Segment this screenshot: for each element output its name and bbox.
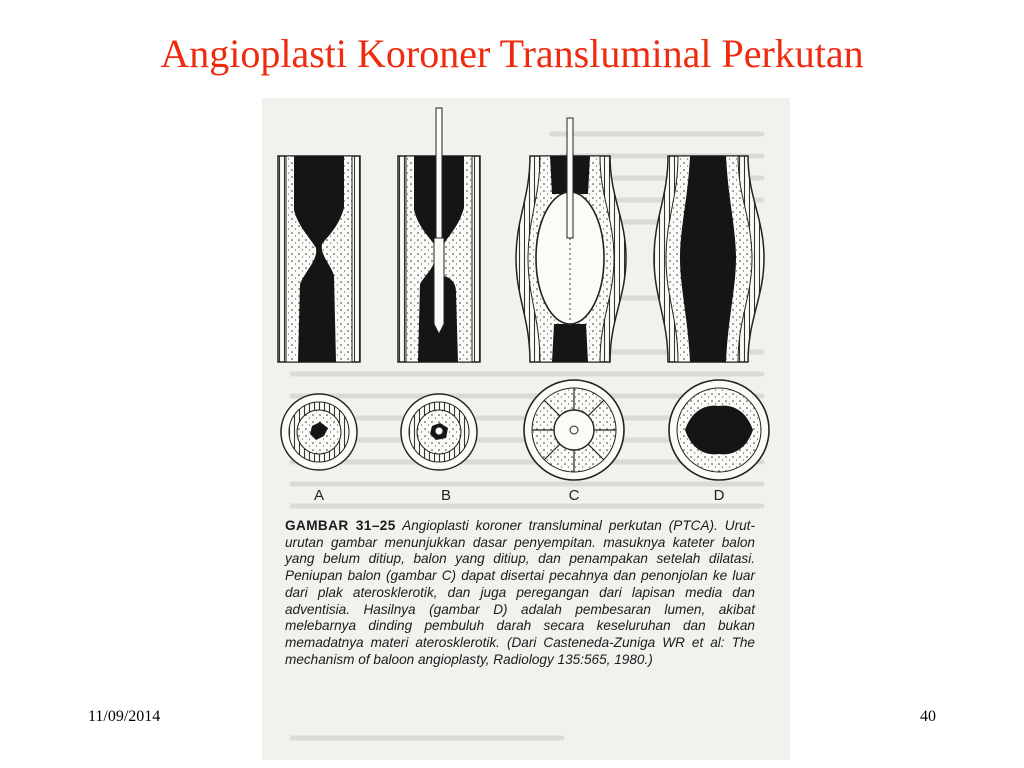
footer-date: 11/09/2014 (88, 708, 161, 725)
caption-text: Angioplasti koroner transluminal perkutan (PTCA). Urut-urutan gambar menunjukkan dasar penyempitan. masuknya kateter balon yang belum ditiup, balon yang ditiup, dan penampakan setelah dilatasi. Peniupan balon (gambar C) dapat disertai pecahnya dan penonjolan ke luar dari plak aterosklerotik, dan juga peregangan dari lapisan media dan adventisia. Hasilnya (gambar D) adalah pembesaran lumen, akibat melebarnya dinding pembuluh darah secara keseluruhan dan bukan memadatnya materi aterosklerotik. (Dari Casteneda-Zuniga WR et al: The mechanism of baloon angioplasty, Radiology 135:565, 1980.) (285, 518, 755, 667)
panel-a-longitudinal (278, 156, 360, 362)
panel-label-d: D (713, 487, 725, 504)
ptca-diagram (262, 98, 790, 518)
slide-title: Angioplasti Koroner Transluminal Perkutan (160, 31, 864, 76)
panel-b-cross-section (401, 394, 477, 470)
panel-label-b: B (440, 487, 452, 504)
panel-c-cross-section (524, 380, 624, 480)
panel-d-longitudinal (654, 156, 764, 362)
panel-c-longitudinal (516, 118, 626, 362)
panel-d-cross-section (669, 380, 769, 480)
caption-label: GAMBAR 31–25 (285, 518, 396, 533)
panel-b-longitudinal (398, 108, 480, 362)
panel-a-cross-section (281, 394, 357, 470)
scanned-figure (262, 98, 790, 760)
figure-caption (285, 518, 755, 668)
panel-label-a: A (313, 487, 325, 504)
page-number: 40 (920, 708, 936, 725)
panel-label-c: C (568, 487, 580, 504)
